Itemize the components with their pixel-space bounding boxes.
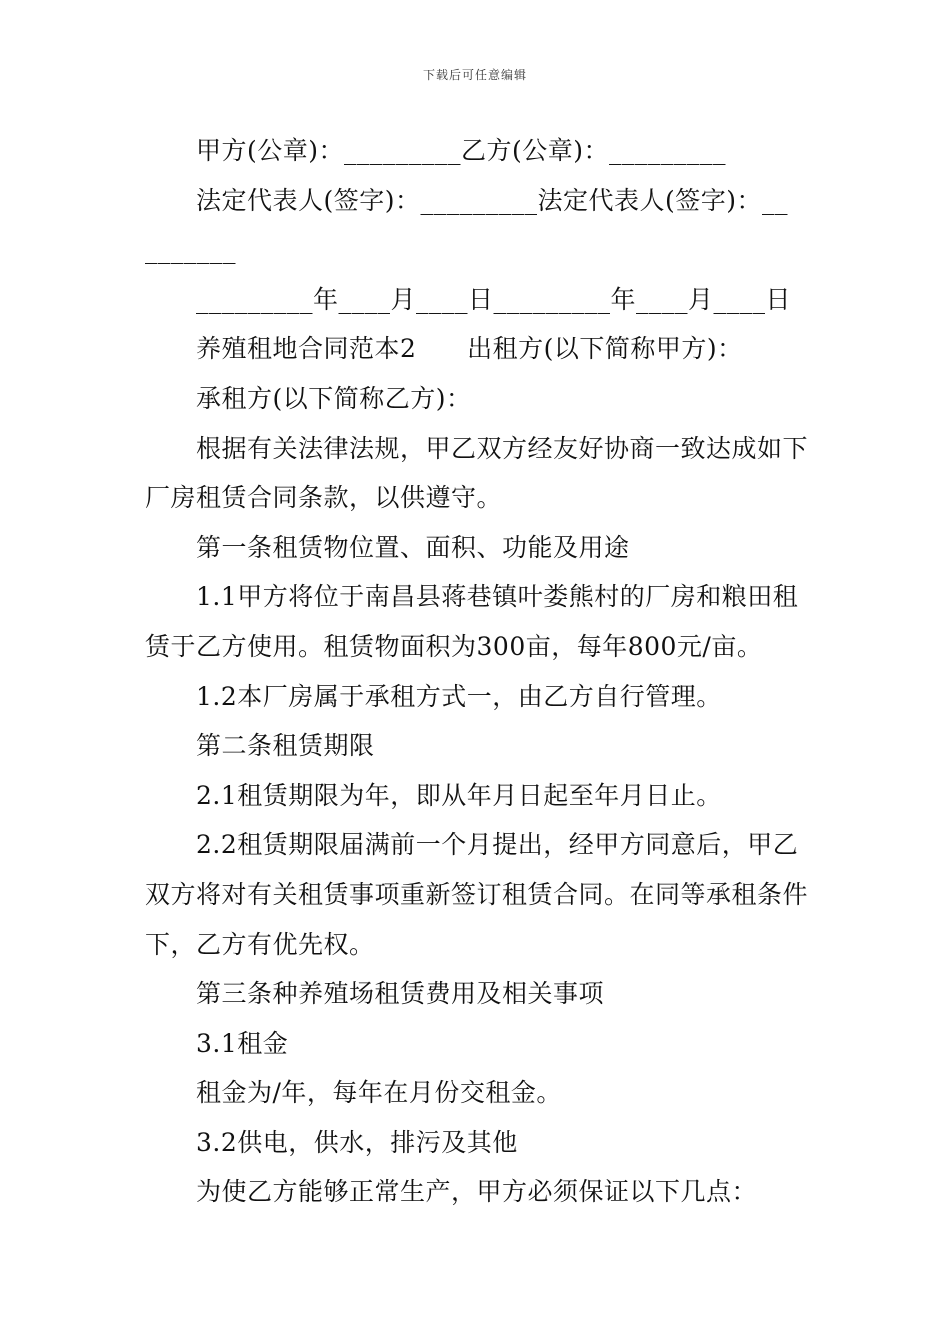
document-body [145, 126, 810, 1217]
preamble-paragraph: 根据有关法律法规，甲乙双方经友好协商一致达成如下厂房租赁合同条款，以供遵守。 [145, 433, 809, 513]
lessee-line: 承租方(以下简称乙方)： [196, 383, 472, 413]
article-3-2-text: 为使乙方能够正常生产，甲方必须保证以下几点： [196, 1177, 758, 1207]
article-3-2-title: 3.2供电，供水，排污及其他 [196, 1127, 518, 1157]
legal-representatives-continuation: _______ [145, 235, 236, 265]
article-1-2: 1.2本厂房属于承租方式一，由乙方自行管理。 [196, 681, 722, 711]
signature-dates-line: _________年____月____日_________年____月____日 [196, 284, 792, 314]
article-2-2: 2.2租赁期限届满前一个月提出，经甲方同意后，甲乙双方将对有关租赁事项重新签订租赁合同。在同等承租条件下，乙方有优先权。 [145, 830, 809, 959]
legal-representatives-line: 法定代表人(签字)：_________法定代表人(签字)：__ [196, 185, 789, 215]
article-3-title: 第三条种养殖场租赁费用及相关事项 [196, 979, 605, 1009]
article-3-1-text: 租金为/年，每年在月份交租金。 [196, 1078, 562, 1108]
article-2-title: 第二条租赁期限 [196, 731, 375, 761]
article-2-1: 2.1租赁期限为年，即从年月日起至年月日止。 [196, 780, 722, 810]
party-seal-line: 甲方(公章)：_________乙方(公章)：_________ [196, 136, 727, 165]
article-1-title: 第一条租赁物位置、面积、功能及用途 [196, 532, 630, 562]
contract-title-line: 养殖租地合同范本2 出租方(以下简称甲方)： [196, 334, 743, 364]
article-1-1: 1.1甲方将位于南昌县蒋巷镇叶娄熊村的厂房和粮田租赁于乙方使用。租赁物面积为300亩，每年800元/亩。 [145, 582, 799, 661]
header-note: 下载后可任意编辑 [422, 68, 527, 82]
article-3-1-title: 3.1租金 [196, 1028, 289, 1058]
